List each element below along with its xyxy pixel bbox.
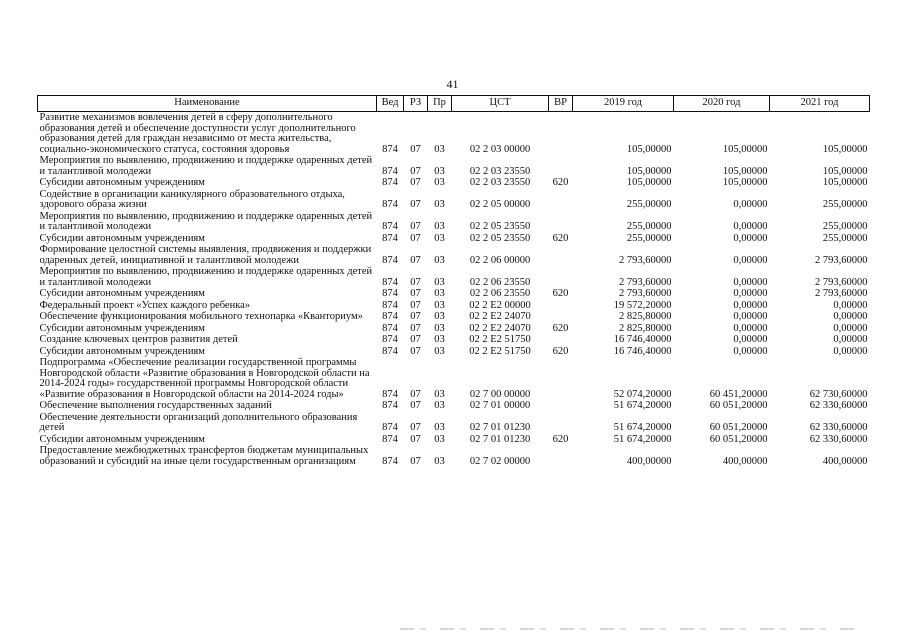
row-cst: 02 7 01 01230 — [469, 433, 531, 445]
row-2021: 62 330,60000 — [809, 400, 868, 411]
row-rz: 07 — [410, 254, 421, 266]
row-2019: 2 793,60000 — [619, 276, 672, 288]
scan-artifact — [400, 628, 860, 630]
table-row — [38, 357, 870, 400]
row-2020: 0,00000 — [733, 199, 768, 210]
row-pr: 03 — [434, 311, 445, 322]
row-cst: 02 2 06 00000 — [469, 254, 531, 266]
row-2021: 0,00000 — [833, 322, 868, 334]
row-2019: 400,00000 — [626, 455, 672, 467]
row-vr — [549, 334, 573, 346]
table-row — [38, 288, 870, 300]
row-2021: 62 730,60000 — [809, 388, 868, 400]
row-pr: 03 — [434, 199, 445, 210]
row-2021: 62 330,60000 — [809, 433, 868, 445]
row-name: Обеспечение выполнения государственных заданий — [39, 400, 272, 411]
row-name: Развитие механизмов вовлечения детей в сферу дополнительного образования детей и обеспечение доступности услуг дополнительного образования детей для граждан независимо от места жительства, социально-экономического статуса, состояния здоровья — [39, 112, 356, 155]
row-pr: 03 — [434, 177, 445, 188]
row-2020: 60 051,20000 — [709, 400, 768, 411]
row-rz: 07 — [410, 221, 421, 232]
row-vr — [549, 357, 573, 400]
row-pr: 03 — [434, 165, 445, 177]
row-pr: 03 — [434, 276, 445, 288]
table-row — [38, 412, 870, 434]
row-2019: 2 825,80000 — [619, 311, 672, 322]
row-2020: 0,00000 — [733, 221, 768, 232]
table-row — [38, 323, 870, 335]
row-name: Субсидии автономным учреждениям — [39, 322, 205, 334]
row-name: Обеспечение деятельности организаций дополнительного образования детей — [39, 411, 358, 433]
row-cst: 02 2 E2 24070 — [469, 322, 531, 334]
row-2020: 60 051,20000 — [709, 422, 768, 433]
table-row — [38, 434, 870, 446]
row-rz: 07 — [410, 199, 421, 210]
row-rz: 07 — [410, 400, 421, 411]
row-ved: 874 — [382, 177, 398, 188]
row-name: Формирование целостной системы выявления, продвижения и поддержки одаренных детей, инициативной и талантливой молодежи — [39, 244, 372, 266]
row-ved: 874 — [382, 433, 398, 445]
row-2021: 2 793,60000 — [815, 288, 868, 299]
table-body — [38, 112, 870, 468]
row-pr: 03 — [434, 433, 445, 445]
row-2019: 105,00000 — [626, 143, 672, 155]
table-row — [38, 244, 870, 266]
table-row — [38, 334, 870, 346]
row-2020: 105,00000 — [722, 143, 768, 155]
row-2021: 105,00000 — [822, 165, 868, 177]
row-2019: 52 074,20000 — [613, 388, 672, 400]
row-vr — [549, 189, 573, 211]
row-vr: 620 — [552, 232, 569, 244]
row-2020: 0,00000 — [733, 276, 768, 288]
row-2021: 2 793,60000 — [815, 276, 868, 288]
row-2019: 2 793,60000 — [619, 288, 672, 299]
table-row — [38, 233, 870, 245]
row-rz: 07 — [410, 433, 421, 445]
row-ved: 874 — [382, 311, 398, 322]
table-row — [38, 155, 870, 177]
table-row — [38, 346, 870, 358]
table-row — [38, 189, 870, 211]
row-2019: 2 793,60000 — [619, 254, 672, 266]
row-2019: 255,00000 — [626, 221, 672, 232]
header-ved: Вед — [377, 96, 404, 112]
row-vr — [549, 266, 573, 288]
row-ved: 874 — [382, 276, 398, 288]
budget-table — [37, 95, 870, 467]
row-2019: 19 572,20000 — [613, 299, 672, 311]
row-pr: 03 — [434, 334, 445, 345]
row-rz: 07 — [410, 165, 421, 177]
row-rz: 07 — [410, 388, 421, 400]
row-ved: 874 — [382, 221, 398, 232]
row-2020: 0,00000 — [733, 311, 768, 322]
table-row — [38, 112, 870, 156]
table-row — [38, 211, 870, 233]
table-header-row — [38, 96, 870, 112]
row-2020: 105,00000 — [722, 177, 768, 188]
row-cst: 02 2 06 23550 — [469, 288, 531, 299]
row-name: Подпрограмма «Обеспечение реализации государственной программы Новгородской области «Развитие образования в Новгородской области на 2014-2024 годы» государственной программы Новгородской области «Развитие образования в Новгородской области на 2014-2024 годы» — [39, 357, 370, 400]
row-name: Субсидии автономным учреждениям — [39, 345, 205, 357]
row-pr: 03 — [434, 232, 445, 244]
row-pr: 03 — [434, 299, 445, 311]
row-ved: 874 — [382, 299, 398, 311]
row-pr: 03 — [434, 322, 445, 334]
row-name: Предоставление межбюджетных трансфертов бюджетам муниципальных образований и субсидий на иные цели государственным организациям — [39, 445, 369, 467]
row-vr — [549, 112, 573, 156]
row-2020: 400,00000 — [722, 455, 768, 467]
header-2021: 2021 год — [770, 96, 870, 112]
row-ved: 874 — [382, 455, 398, 467]
row-2019: 51 674,20000 — [613, 433, 672, 445]
table-row — [38, 177, 870, 189]
row-2021: 0,00000 — [833, 299, 868, 311]
row-pr: 03 — [434, 143, 445, 155]
row-rz: 07 — [410, 422, 421, 433]
row-vr — [549, 400, 573, 412]
row-cst: 02 2 E2 24070 — [469, 311, 531, 322]
header-name: Наименование — [38, 96, 377, 112]
row-2021: 400,00000 — [822, 455, 868, 467]
header-rz: РЗ — [404, 96, 428, 112]
row-ved: 874 — [382, 400, 398, 411]
row-ved: 874 — [382, 322, 398, 334]
row-2019: 105,00000 — [626, 165, 672, 177]
row-rz: 07 — [410, 177, 421, 188]
row-2019: 16 746,40000 — [613, 345, 672, 357]
row-2019: 16 746,40000 — [613, 334, 672, 345]
header-2019: 2019 год — [573, 96, 674, 112]
row-2019: 2 825,80000 — [619, 322, 672, 334]
row-pr: 03 — [434, 221, 445, 232]
row-rz: 07 — [410, 322, 421, 334]
row-cst: 02 7 00 00000 — [469, 388, 531, 400]
row-2021: 105,00000 — [822, 143, 868, 155]
row-ved: 874 — [382, 165, 398, 177]
row-name: Федеральный проект «Успех каждого ребенка» — [39, 299, 251, 311]
row-cst: 02 2 05 00000 — [469, 199, 531, 210]
row-pr: 03 — [434, 422, 445, 433]
row-cst: 02 2 03 23550 — [469, 165, 531, 177]
row-2019: 51 674,20000 — [613, 400, 672, 411]
row-rz: 07 — [410, 143, 421, 155]
row-2019: 255,00000 — [626, 199, 672, 210]
row-ved: 874 — [382, 232, 398, 244]
row-ved: 874 — [382, 388, 398, 400]
row-ved: 874 — [382, 254, 398, 266]
header-2020: 2020 год — [674, 96, 770, 112]
table-row — [38, 445, 870, 467]
row-2021: 255,00000 — [822, 221, 868, 232]
row-vr: 620 — [552, 322, 569, 334]
table-row — [38, 400, 870, 412]
row-2021: 0,00000 — [833, 311, 868, 322]
row-pr: 03 — [434, 400, 445, 411]
row-cst: 02 2 03 23550 — [469, 177, 531, 188]
row-2019: 105,00000 — [626, 177, 672, 188]
row-vr — [549, 311, 573, 323]
row-2021: 2 793,60000 — [815, 254, 868, 266]
header-pr: Пр — [428, 96, 452, 112]
row-2019: 51 674,20000 — [613, 422, 672, 433]
page-number: 41 — [446, 77, 459, 91]
row-vr — [549, 155, 573, 177]
table-row — [38, 300, 870, 312]
row-pr: 03 — [434, 288, 445, 299]
row-2021: 0,00000 — [833, 345, 868, 357]
row-vr — [549, 211, 573, 233]
row-name: Субсидии автономным учреждениям — [39, 232, 205, 244]
row-rz: 07 — [410, 232, 421, 244]
row-2021: 0,00000 — [833, 334, 868, 345]
row-name: Субсидии автономным учреждениям — [39, 288, 205, 299]
row-rz: 07 — [410, 345, 421, 357]
row-pr: 03 — [434, 345, 445, 357]
row-2020: 0,00000 — [733, 254, 768, 266]
row-name: Обеспечение функционирования мобильного технопарка «Кванториум» — [39, 311, 363, 322]
row-2020: 0,00000 — [733, 322, 768, 334]
row-rz: 07 — [410, 299, 421, 311]
row-vr — [549, 300, 573, 312]
row-rz: 07 — [410, 334, 421, 345]
row-2020: 60 051,20000 — [709, 433, 768, 445]
header-vr: ВР — [549, 96, 573, 112]
row-2020: 0,00000 — [733, 345, 768, 357]
row-ved: 874 — [382, 345, 398, 357]
row-name: Мероприятия по выявлению, продвижению и поддержке одаренных детей и талантливой молодежи — [39, 155, 373, 177]
row-2021: 255,00000 — [822, 199, 868, 210]
row-pr: 03 — [434, 254, 445, 266]
row-cst: 02 7 01 01230 — [469, 422, 531, 433]
row-cst: 02 2 03 00000 — [469, 143, 531, 155]
row-pr: 03 — [434, 388, 445, 400]
row-2020: 0,00000 — [733, 288, 768, 299]
row-2021: 105,00000 — [822, 177, 868, 188]
row-name: Мероприятия по выявлению, продвижению и поддержке одаренных детей и талантливой молодежи — [39, 266, 373, 288]
row-vr — [549, 244, 573, 266]
row-cst: 02 7 02 00000 — [469, 455, 531, 467]
row-ved: 874 — [382, 143, 398, 155]
row-rz: 07 — [410, 276, 421, 288]
row-vr — [549, 412, 573, 434]
row-cst: 02 7 01 00000 — [469, 400, 531, 411]
header-cst: ЦСТ — [452, 96, 549, 112]
row-name: Субсидии автономным учреждениям — [39, 177, 205, 188]
row-ved: 874 — [382, 334, 398, 345]
row-vr: 620 — [552, 345, 569, 357]
row-cst: 02 2 05 23550 — [469, 221, 531, 232]
row-pr: 03 — [434, 455, 445, 467]
table-row — [38, 266, 870, 288]
row-2021: 62 330,60000 — [809, 422, 868, 433]
row-2021: 255,00000 — [822, 232, 868, 244]
row-vr — [549, 445, 573, 467]
row-vr: 620 — [552, 433, 569, 445]
row-cst: 02 2 E2 51750 — [469, 345, 531, 357]
row-name: Создание ключевых центров развития детей — [39, 334, 238, 345]
row-name: Субсидии автономным учреждениям — [39, 433, 205, 445]
row-vr: 620 — [552, 288, 569, 299]
row-rz: 07 — [410, 311, 421, 322]
row-cst: 02 2 06 23550 — [469, 276, 531, 288]
row-2020: 105,00000 — [722, 165, 768, 177]
row-name: Мероприятия по выявлению, продвижению и поддержке одаренных детей и талантливой молодежи — [39, 210, 373, 232]
row-ved: 874 — [382, 288, 398, 299]
row-rz: 07 — [410, 455, 421, 467]
row-2020: 0,00000 — [733, 232, 768, 244]
row-name: Содействие в организации каникулярного образовательного отдыха, здорового образа жизни — [39, 188, 345, 210]
row-vr: 620 — [552, 177, 569, 188]
row-cst: 02 2 E2 51750 — [469, 334, 531, 345]
row-cst: 02 2 E2 00000 — [469, 299, 531, 311]
row-2019: 255,00000 — [626, 232, 672, 244]
table-row — [38, 311, 870, 323]
row-rz: 07 — [410, 288, 421, 299]
row-2020: 0,00000 — [733, 299, 768, 311]
row-ved: 874 — [382, 422, 398, 433]
row-2020: 0,00000 — [733, 334, 768, 345]
row-2020: 60 451,20000 — [709, 388, 768, 400]
row-ved: 874 — [382, 199, 398, 210]
row-cst: 02 2 05 23550 — [469, 232, 531, 244]
